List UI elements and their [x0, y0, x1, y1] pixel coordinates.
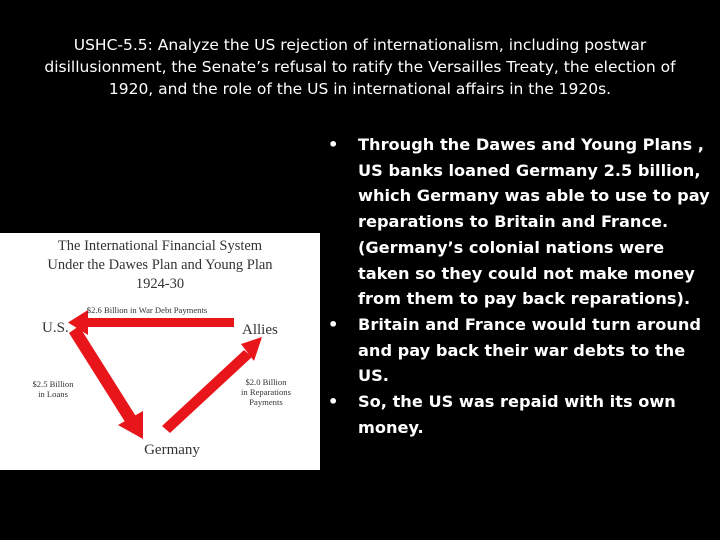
reparations-label-line3: Payments — [249, 397, 283, 407]
reparations-label-line1: $2.0 Billion — [245, 377, 287, 387]
loans-label-line2: in Loans — [38, 389, 68, 399]
bullet-dot: • — [328, 314, 339, 334]
reparations-label-line2: in Reparations — [241, 387, 291, 397]
bullet-dot: • — [328, 135, 339, 154]
node-germany: Germany — [144, 442, 200, 458]
bullet-item — [328, 132, 718, 312]
bullet-list — [328, 132, 718, 440]
financial-system-diagram — [0, 233, 320, 470]
bullet-text: So, the US was repaid with its own money. — [358, 392, 676, 437]
diagram-title-line2: Under the Dawes Plan and Young Plan — [47, 257, 273, 273]
bullet-item — [328, 312, 718, 389]
diagram-title-line1: The International Financial System — [57, 238, 263, 254]
node-us: U.S. — [42, 320, 69, 336]
war-debt-arrow-shaft — [84, 318, 234, 327]
loans-arrow-shaft — [69, 326, 137, 425]
bullet-text: Britain and France would turn around and pay back their war debts to the US. — [358, 314, 702, 386]
bullet-item — [328, 389, 718, 440]
reparations-arrow-shaft — [162, 350, 252, 433]
bullet-dot: • — [328, 392, 339, 412]
war-debt-label: $2.6 Billion in War Debt Payments — [86, 305, 208, 315]
standard-heading: USHC-5.5: Analyze the US rejection of internationalism, including postwar disillusionment, the Senate’s refusal to ratify the Versailles Treaty, the election of 1920, and the role of the US in international affairs in the 1920s. — [44, 36, 676, 98]
diagram-canvas — [0, 233, 320, 470]
node-allies: Allies — [242, 322, 278, 338]
loans-label-line1: $2.5 Billion — [32, 379, 74, 389]
loans-arrow — [69, 326, 143, 439]
bullet-text: Through the Dawes and Young Plans , US banks loaned Germany 2.5 billion, which Germany was able to use to pay reparations to Britain and France. (Germany’s colonial nations were taken so they could not make money from them to pay back reparations). — [358, 135, 710, 309]
diagram-title-line3: 1924-30 — [135, 276, 185, 292]
